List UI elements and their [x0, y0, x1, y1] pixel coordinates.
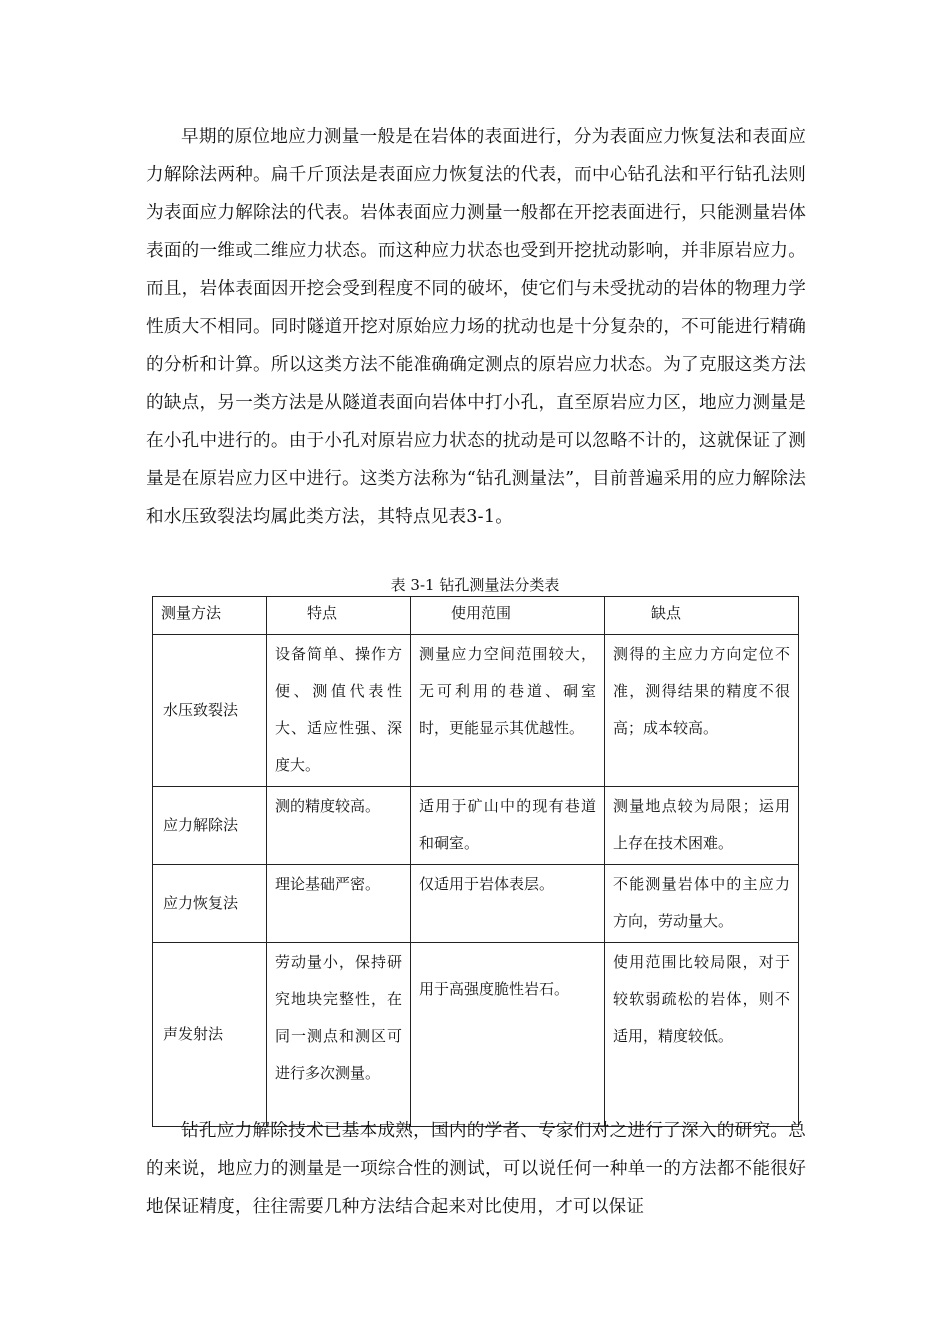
features-cell: 设备简单、操作方便、测值代表性大、适应性强、深度大。 — [267, 635, 411, 787]
table-row — [153, 787, 799, 865]
scope-cell: 仅适用于岩体表层。 — [411, 865, 605, 943]
drawbacks-cell: 测得的主应力方向定位不准，测得结果的精度不很高；成本较高。 — [605, 635, 799, 787]
table-row — [153, 635, 799, 787]
header-method: 测量方法 — [153, 597, 267, 635]
drawbacks-cell: 不能测量岩体中的主应力方向，劳动量大。 — [605, 865, 799, 943]
header-drawbacks: 缺点 — [605, 597, 799, 635]
body-paragraph-1: 早期的原位地应力测量一般是在岩体的表面进行，分为表面应力恢复法和表面应力解除法两种。扁千斤顶法是表面应力恢复法的代表，而中心钻孔法和平行钻孔法则为表面应力解除法的代表。岩体表面应力测量一般都在开挖表面进行，只能测量岩体表面的一维或二维应力状态。而这种应力状态也受到开挖扰动影响，并非原岩应力。而且，岩体表面因开挖会受到程度不同的破坏，使它们与未受扰动的岩体的物理力学性质大不相同。同时隧道开挖对原始应力场的扰动也是十分复杂的，不可能进行精确的分析和计算。所以这类方法不能准确确定测点的原岩应力状态。为了克服这类方法的缺点，另一类方法是从隧道表面向岩体中打小孔，直至原岩应力区，地应力测量是在小孔中进行的。由于小孔对原岩应力状态的扰动是可以忽略不计的，这就保证了测量是在原岩应力区中进行。这类方法称为“钻孔测量法”，目前普遍采用的应力解除法和水压致裂法均属此类方法，其特点见表3-1。 — [146, 127, 806, 527]
table-header-row — [153, 597, 799, 635]
method-cell: 水压致裂法 — [153, 635, 267, 787]
features-cell: 理论基础严密。 — [267, 865, 411, 943]
scope-cell: 用于高强度脆性岩石。 — [411, 943, 605, 1127]
body-paragraph-2: 钻孔应力解除技术已基本成熟，国内的学者、专家们对之进行了深入的研究。总的来说，地应力的测量是一项综合性的测试，可以说任何一种单一的方法都不能很好地保证精度，往往需要几种方法结合起来对比使用，才可以保证 — [146, 1121, 806, 1217]
features-cell: 测的精度较高。 — [267, 787, 411, 865]
drawbacks-cell: 测量地点较为局限；运用上存在技术困难。 — [605, 787, 799, 865]
header-features: 特点 — [267, 597, 411, 635]
scope-cell: 测量应力空间范围较大，无可利用的巷道、硐室时，更能显示其优越性。 — [411, 635, 605, 787]
scope-cell: 适用于矿山中的现有巷道和硐室。 — [411, 787, 605, 865]
header-scope: 使用范围 — [411, 597, 605, 635]
features-cell: 劳动量小，保持研究地块完整性，在同一测点和测区可进行多次测量。 — [267, 943, 411, 1127]
method-cell: 应力恢复法 — [153, 865, 267, 943]
table-row — [153, 943, 799, 1127]
method-cell: 应力解除法 — [153, 787, 267, 865]
table-row — [153, 865, 799, 943]
drawbacks-cell: 使用范围比较局限，对于较软弱疏松的岩体，则不适用，精度较低。 — [605, 943, 799, 1127]
drilling-methods-table — [152, 596, 799, 1127]
table-caption: 表 3-1 钻孔测量法分类表 — [390, 576, 560, 594]
method-cell: 声发射法 — [153, 943, 267, 1127]
